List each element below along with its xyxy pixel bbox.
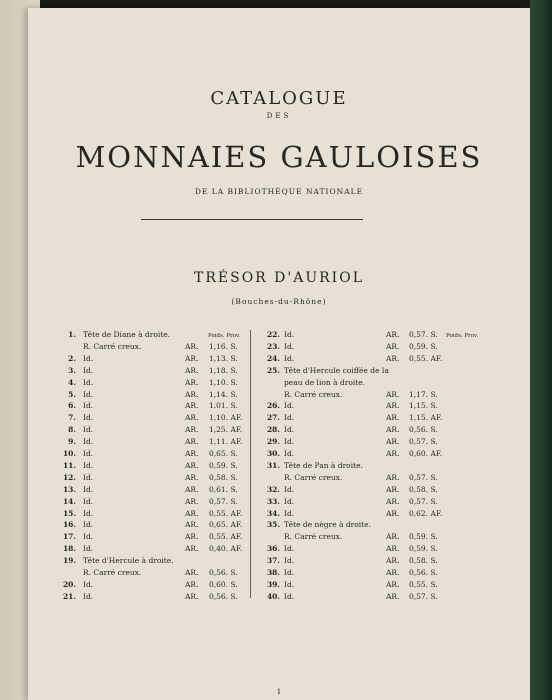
metal-type: AR. bbox=[185, 401, 199, 411]
catalogue-row bbox=[28, 353, 276, 365]
metal-type: AR. bbox=[386, 496, 400, 506]
coin-weight: 1,16. S. bbox=[209, 341, 238, 351]
metal-type: AR. bbox=[185, 341, 199, 351]
coin-number: 9. bbox=[68, 437, 76, 447]
book-binding bbox=[530, 0, 552, 700]
coin-description: Id. bbox=[83, 353, 94, 363]
coin-number: 23. bbox=[266, 341, 280, 351]
catalogue-row bbox=[256, 448, 516, 460]
catalogue-row bbox=[256, 341, 516, 353]
title-rule bbox=[141, 219, 363, 220]
catalogue-row bbox=[256, 519, 516, 531]
coin-description: Id. bbox=[284, 401, 295, 411]
coin-weight: 0,59. S. bbox=[409, 544, 438, 554]
coin-description: Id. bbox=[83, 532, 94, 542]
coin-number: 4. bbox=[68, 377, 76, 387]
catalogue-row bbox=[28, 531, 276, 543]
coin-weight: 0,55. S. bbox=[409, 579, 438, 589]
metal-type: AR. bbox=[386, 449, 400, 458]
coin-weight: 0,56. S. bbox=[409, 425, 438, 435]
coin-number: 32. bbox=[266, 484, 280, 494]
subtitle: DE LA BIBLIOTHÈQUE NATIONALE bbox=[194, 187, 364, 196]
coin-description: Id. bbox=[83, 520, 94, 530]
coin-description: R. Carré creux. bbox=[83, 341, 142, 351]
coin-weight: 0,57. S. bbox=[409, 496, 438, 506]
metal-type: AR. bbox=[185, 579, 199, 589]
coin-description: Id. bbox=[284, 413, 295, 423]
metal-type: AR. bbox=[386, 568, 400, 577]
coin-number: 34. bbox=[266, 508, 280, 518]
metal-type: AR. bbox=[386, 472, 400, 482]
coin-weight: 0,65. AF. bbox=[209, 520, 243, 530]
coin-description: Id. bbox=[83, 484, 94, 494]
metal-type: AR. bbox=[185, 449, 199, 458]
catalogue-row bbox=[28, 365, 276, 377]
catalogue-row bbox=[256, 579, 516, 591]
metal-type: AR. bbox=[185, 353, 199, 363]
catalogue-row bbox=[256, 424, 516, 436]
coin-weight: 1,11. AF. bbox=[209, 437, 243, 447]
coin-weight: 0,59. S. bbox=[409, 532, 438, 542]
catalogue-row bbox=[28, 519, 276, 531]
coin-weight: 0,62. AF. bbox=[409, 508, 443, 518]
catalogue-page bbox=[28, 8, 530, 700]
catalogue-row bbox=[256, 436, 516, 448]
coin-weight: 1,13. S. bbox=[209, 353, 238, 363]
coin-number: 36. bbox=[266, 544, 280, 554]
coin-description: R. Carré creux. bbox=[284, 532, 343, 542]
coin-description: Tête de nègre à droite. bbox=[284, 520, 372, 530]
metal-type: AR. bbox=[185, 508, 199, 518]
catalogue-row bbox=[28, 543, 276, 555]
section-heading: TRÉSOR D'AURIOL bbox=[194, 270, 364, 286]
coin-number: 20. bbox=[62, 579, 76, 589]
coin-description: Id. bbox=[284, 544, 295, 554]
catalogue-row bbox=[256, 567, 516, 579]
coin-weight: 0,57. S. bbox=[409, 591, 438, 601]
catalogue-row bbox=[28, 412, 276, 424]
coin-number: 35. bbox=[266, 520, 280, 530]
coin-description: Id. bbox=[284, 568, 295, 577]
coin-description: Id. bbox=[83, 389, 94, 399]
coin-number: 27. bbox=[266, 413, 280, 423]
catalogue-row bbox=[28, 496, 276, 508]
coin-number: 11. bbox=[62, 460, 76, 470]
coin-description: Id. bbox=[83, 460, 94, 470]
coin-description: Id. bbox=[83, 365, 94, 375]
metal-type: AR. bbox=[185, 389, 199, 399]
coin-number: 8. bbox=[68, 425, 76, 435]
coin-weight: 0,61. S. bbox=[209, 484, 238, 494]
coin-weight: 0,65. S. bbox=[209, 449, 238, 458]
catalogue-row bbox=[256, 400, 516, 412]
coin-description: Id. bbox=[284, 341, 295, 351]
catalogue-row bbox=[256, 472, 516, 484]
coin-description: Tête de Diane à droite. bbox=[83, 330, 171, 339]
coin-number: 28. bbox=[266, 425, 280, 435]
coin-weight: 0,60. S. bbox=[209, 579, 238, 589]
coin-number: 17. bbox=[62, 532, 76, 542]
coin-description: Id. bbox=[284, 484, 295, 494]
coin-description: Id. bbox=[83, 591, 94, 601]
coin-weight: 0,58. S. bbox=[209, 472, 238, 482]
coin-weight: 0,57. S. bbox=[409, 437, 438, 447]
coin-weight: 0,56. S. bbox=[209, 568, 238, 577]
metal-type: AR. bbox=[386, 413, 400, 423]
coin-weight: 0,56. S. bbox=[409, 568, 438, 577]
catalogue-row bbox=[256, 460, 516, 472]
metal-type: AR. bbox=[386, 544, 400, 554]
catalogue-row bbox=[256, 412, 516, 424]
coin-weight: 0,56. S. bbox=[209, 591, 238, 601]
coin-number: 7. bbox=[68, 413, 76, 423]
metal-type: AR. bbox=[185, 472, 199, 482]
metal-type: AR. bbox=[386, 437, 400, 447]
metal-type: AR. bbox=[185, 377, 199, 387]
metal-type: AR. bbox=[185, 437, 199, 447]
metal-type: AR. bbox=[386, 591, 400, 601]
catalogue-row bbox=[256, 591, 516, 603]
coin-weight: 1,10. AF. bbox=[209, 413, 243, 423]
coin-number: 16. bbox=[62, 520, 76, 530]
coin-weight: 1,18. S. bbox=[209, 365, 238, 375]
coin-description: Tête de Pan à droite. bbox=[284, 460, 363, 470]
catalogue-row bbox=[28, 555, 276, 567]
metal-type: AR. bbox=[386, 556, 400, 566]
coin-number: 22. bbox=[266, 330, 280, 339]
coin-number: 10. bbox=[62, 449, 76, 458]
coin-number: 38. bbox=[266, 568, 280, 577]
catalogue-row bbox=[28, 567, 276, 579]
catalogue-row bbox=[256, 365, 516, 377]
region-heading: (Bouches-du-Rhône) bbox=[231, 297, 327, 306]
coin-description: Id. bbox=[83, 401, 94, 411]
coin-number: 15. bbox=[62, 508, 76, 518]
coin-number: 30. bbox=[266, 449, 280, 458]
metal-type: AR. bbox=[185, 544, 199, 554]
coin-number: 25. bbox=[266, 365, 280, 375]
coin-number: 31. bbox=[266, 460, 280, 470]
coin-description: Id. bbox=[284, 496, 295, 506]
catalogue-row bbox=[256, 555, 516, 567]
coin-number: 18. bbox=[62, 544, 76, 554]
coin-number: 2. bbox=[68, 353, 76, 363]
coin-description: Id. bbox=[83, 425, 94, 435]
metal-type: AR. bbox=[185, 591, 199, 601]
coin-description: Id. bbox=[83, 579, 94, 589]
coin-weight: 1,17. S. bbox=[409, 389, 438, 399]
catalogue-row bbox=[28, 341, 276, 353]
metal-type: AR. bbox=[386, 484, 400, 494]
page-mark: 1 bbox=[276, 688, 282, 696]
metal-type: AR. bbox=[185, 365, 199, 375]
coin-description: Id. bbox=[83, 449, 94, 458]
coin-number: 1. bbox=[68, 330, 76, 339]
coin-weight: 0,55. AF. bbox=[209, 532, 243, 542]
coin-number: 24. bbox=[266, 353, 280, 363]
coin-number: 6. bbox=[68, 401, 76, 411]
coin-number: 29. bbox=[266, 437, 280, 447]
coin-number: 40. bbox=[266, 591, 280, 601]
catalogue-row bbox=[28, 329, 276, 341]
metal-type: AR. bbox=[185, 460, 199, 470]
coin-description: Id. bbox=[83, 544, 94, 554]
metal-type: AR. bbox=[386, 532, 400, 542]
coin-description: Id. bbox=[83, 508, 94, 518]
coin-description: Tête d'Hercule coiffée de la bbox=[284, 365, 389, 375]
metal-type: AR. bbox=[386, 341, 400, 351]
coin-weight: 0,58. S. bbox=[409, 484, 438, 494]
coin-number: 5. bbox=[68, 389, 76, 399]
coin-weight: 0,55. AF. bbox=[209, 508, 243, 518]
coin-number: 33. bbox=[266, 496, 280, 506]
catalogue-row bbox=[28, 400, 276, 412]
coin-description: Id. bbox=[284, 425, 295, 435]
catalogue-row bbox=[28, 484, 276, 496]
catalogue-row bbox=[28, 508, 276, 520]
catalogue-row bbox=[28, 472, 276, 484]
catalogue-row bbox=[28, 424, 276, 436]
coin-number: 21. bbox=[62, 591, 76, 601]
coin-weight: 1,14. S. bbox=[209, 389, 238, 399]
metal-type: AR. bbox=[386, 579, 400, 589]
metal-type: AR. bbox=[386, 508, 400, 518]
coin-weight: 1.01. S. bbox=[209, 401, 238, 411]
coin-number: 26. bbox=[266, 401, 280, 411]
catalogue-row bbox=[28, 377, 276, 389]
catalogue-row bbox=[28, 448, 276, 460]
catalogue-row bbox=[256, 389, 516, 401]
coin-number: 12. bbox=[62, 472, 76, 482]
metal-type: AR. bbox=[386, 389, 400, 399]
metal-type: AR. bbox=[185, 484, 199, 494]
coin-weight: 0,57. S. bbox=[409, 472, 438, 482]
coin-number: 39. bbox=[266, 579, 280, 589]
coin-weight: 1,10. S. bbox=[209, 377, 238, 387]
coin-weight: 0,55. AF. bbox=[409, 353, 443, 363]
catalogue-row bbox=[256, 531, 516, 543]
right-column-header: Poids. Prov. bbox=[446, 333, 479, 339]
catalogue-row bbox=[256, 543, 516, 555]
catalogue-row bbox=[28, 591, 276, 603]
coin-weight: 1,15. AF. bbox=[409, 413, 443, 423]
coin-description: Id. bbox=[284, 556, 295, 566]
coin-description: Id. bbox=[284, 353, 295, 363]
des-heading: DES bbox=[266, 112, 292, 120]
catalogue-row bbox=[256, 508, 516, 520]
metal-type: AR. bbox=[185, 532, 199, 542]
coin-description: Id. bbox=[284, 591, 295, 601]
coin-description: Id. bbox=[83, 377, 94, 387]
coin-weight: 0,57. S. bbox=[209, 496, 238, 506]
coin-description: peau de lion à droite. bbox=[284, 377, 366, 387]
coin-description: Id. bbox=[83, 496, 94, 506]
metal-type: AR. bbox=[185, 496, 199, 506]
coin-weight: 0,59. S. bbox=[409, 341, 438, 351]
catalogue-row bbox=[256, 329, 516, 341]
metal-type: AR. bbox=[185, 425, 199, 435]
metal-type: AR. bbox=[386, 401, 400, 411]
page-title: MONNAIES GAULOISES bbox=[75, 140, 483, 174]
metal-type: AR. bbox=[185, 520, 199, 530]
coin-weight: 0,59. S. bbox=[209, 460, 238, 470]
coin-description: Id. bbox=[284, 330, 295, 339]
catalogue-row bbox=[28, 436, 276, 448]
metal-type: AR. bbox=[386, 353, 400, 363]
catalogue-row bbox=[256, 484, 516, 496]
coin-description: R. Carré creux. bbox=[284, 389, 343, 399]
catalogue-row bbox=[28, 460, 276, 472]
coin-description: R. Carré creux. bbox=[284, 472, 343, 482]
catalogue-heading: CATALOGUE bbox=[210, 88, 348, 109]
metal-type: AR. bbox=[386, 425, 400, 435]
coin-description: Id. bbox=[284, 449, 295, 458]
coin-weight: 0,57. S. bbox=[409, 330, 438, 339]
metal-type: AR. bbox=[386, 330, 400, 339]
catalogue-row bbox=[28, 389, 276, 401]
coin-description: Id. bbox=[83, 413, 94, 423]
left-column-header: Poids. Prov. bbox=[208, 333, 241, 339]
coin-weight: 0,60. AF. bbox=[409, 449, 443, 458]
coin-description: R. Carré creux. bbox=[83, 568, 142, 577]
metal-type: AR. bbox=[185, 568, 199, 577]
coin-number: 37. bbox=[266, 556, 280, 566]
catalogue-row bbox=[256, 377, 516, 389]
coin-weight: 1,15. S. bbox=[409, 401, 438, 411]
coin-description: Tête d'Hercule à droite. bbox=[83, 556, 174, 566]
coin-number: 14. bbox=[62, 496, 76, 506]
coin-number: 13. bbox=[62, 484, 76, 494]
coin-description: Id. bbox=[284, 437, 295, 447]
coin-number: 19. bbox=[62, 556, 76, 566]
coin-weight: 0,40. AF. bbox=[209, 544, 243, 554]
coin-description: Id. bbox=[284, 579, 295, 589]
coin-weight: 0,58. S. bbox=[409, 556, 438, 566]
metal-type: AR. bbox=[185, 413, 199, 423]
catalogue-row bbox=[256, 353, 516, 365]
coin-weight: 1,25. AF. bbox=[209, 425, 243, 435]
catalogue-row bbox=[256, 496, 516, 508]
coin-description: Id. bbox=[284, 508, 295, 518]
catalogue-row bbox=[28, 579, 276, 591]
coin-description: Id. bbox=[83, 437, 94, 447]
coin-description: Id. bbox=[83, 472, 94, 482]
coin-number: 3. bbox=[68, 365, 76, 375]
